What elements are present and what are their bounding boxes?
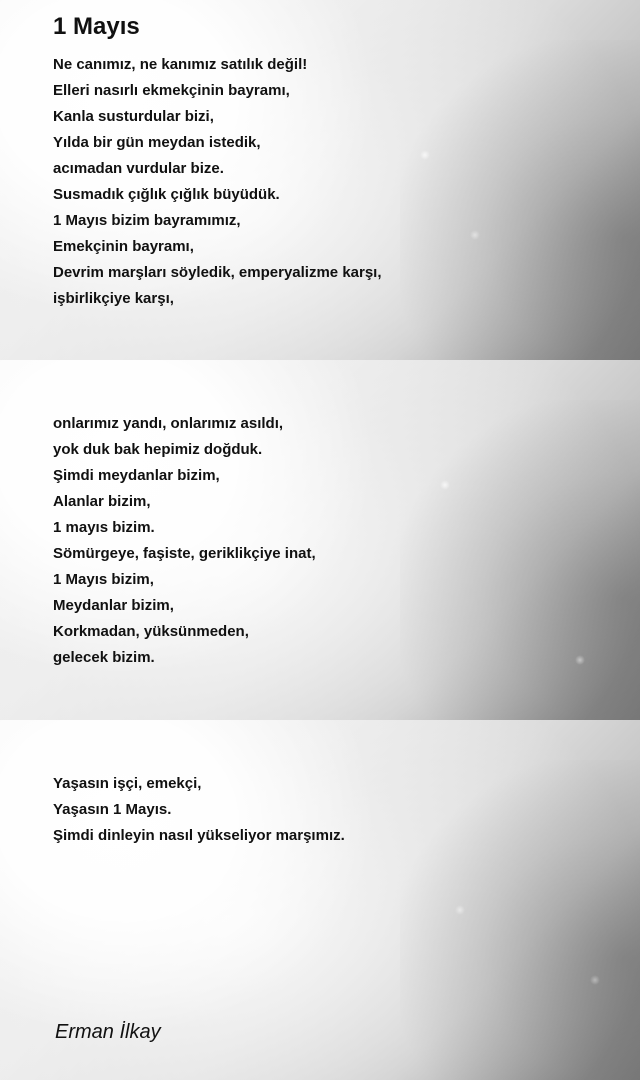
poem-line: onlarımız yandı, onlarımız asıldı, (53, 415, 284, 432)
poem-stanza-3 (53, 771, 345, 849)
poem-line: gelecek bizim. (53, 649, 155, 666)
sparkle-decoration (440, 480, 450, 490)
sparkle-decoration (470, 230, 480, 240)
poem-panel-3 (0, 720, 640, 1080)
poem-line: Elleri nasırlı ekmekçinin bayramı, (53, 82, 290, 99)
poem-line: Ne canımız, ne kanımız satılık değil! (53, 56, 308, 73)
sparkle-decoration (575, 655, 585, 665)
poem-line: Susmadık çığlık çığlık büyüdük. (53, 186, 280, 203)
poem-line: Emekçinin bayramı, (53, 238, 194, 255)
poem-line: Alanlar bizim, (53, 493, 151, 510)
poem-line: Şimdi dinleyin nasıl yükseliyor marşımız. (53, 827, 345, 844)
poem-line: acımadan vurdular bize. (53, 160, 224, 177)
poem-line: Yaşasın işçi, emekçi, (53, 775, 202, 792)
poem-line: 1 Mayıs bizim bayramımız, (53, 212, 241, 229)
poem-panel-2 (0, 360, 640, 720)
poem-author: Erman İlkay (55, 1021, 161, 1043)
poem-line: 1 Mayıs bizim, (53, 571, 154, 588)
poem-title: 1 Mayıs (53, 13, 140, 40)
poem-stanza-1 (53, 52, 382, 312)
poem-stanza-2 (53, 411, 316, 671)
poem-line: Yaşasın 1 Mayıs. (53, 801, 172, 818)
poem-line: Şimdi meydanlar bizim, (53, 467, 220, 484)
poem-line: 1 mayıs bizim. (53, 519, 155, 536)
sparkle-decoration (420, 150, 430, 160)
poem-line: Yılda bir gün meydan istedik, (53, 134, 261, 151)
sparkle-decoration (590, 975, 600, 985)
poem-line: Sömürgeye, faşiste, geriklikçiye inat, (53, 545, 316, 562)
poem-line: işbirlikçiye karşı, (53, 290, 174, 307)
poem-panel-1 (0, 0, 640, 360)
poem-line: Devrim marşları söyledik, emperyalizme karşı, (53, 264, 382, 281)
sparkle-decoration (455, 905, 465, 915)
poem-line: Korkmadan, yüksünmeden, (53, 623, 249, 640)
poem-line: Meydanlar bizim, (53, 597, 174, 614)
poem-line: yok duk bak hepimiz doğduk. (53, 441, 263, 458)
poem-line: Kanla susturdular bizi, (53, 108, 214, 125)
